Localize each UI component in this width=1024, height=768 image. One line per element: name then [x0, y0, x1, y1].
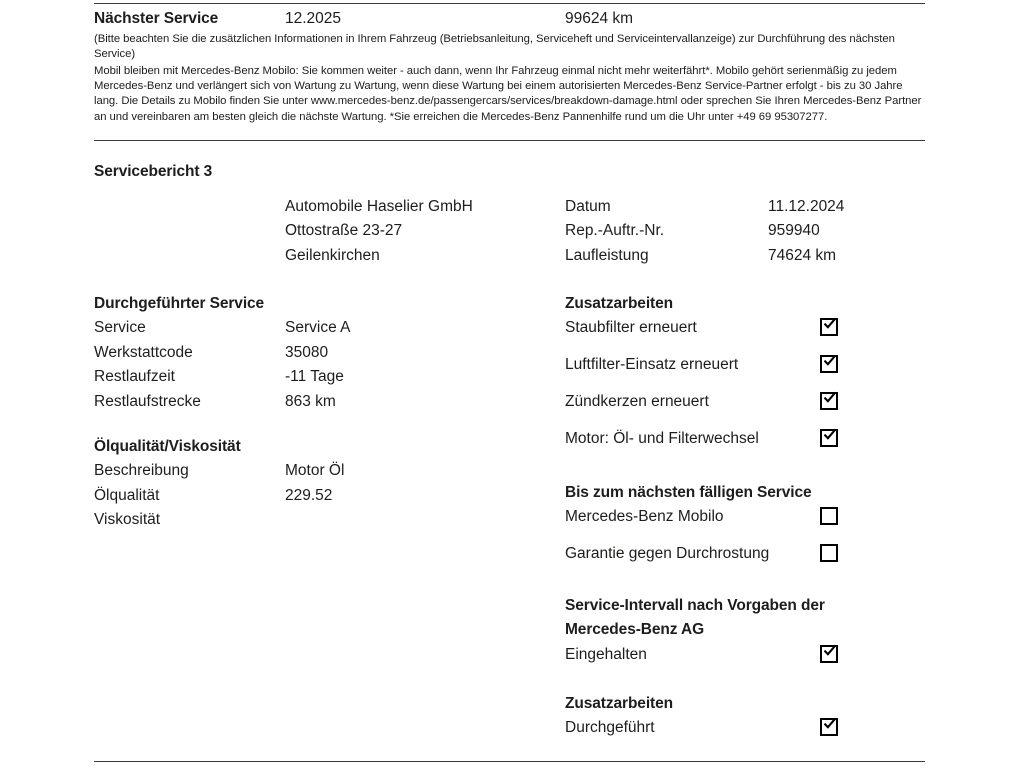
checkbox-label: Motor: Öl- und Filterwechsel: [565, 430, 759, 448]
checkbox-label: Eingehalten: [565, 645, 647, 663]
row-value: 229.52: [285, 486, 333, 504]
additional-work-done-block: [565, 692, 925, 741]
until-next-service-heading: Bis zum nächsten fälligen Service: [565, 484, 812, 501]
performed-service-row: [94, 341, 534, 365]
check-icon: [823, 643, 837, 657]
oil-row: [94, 459, 534, 483]
checkbox-label: Durchgeführt: [565, 719, 655, 737]
additional-work-block: [565, 292, 925, 464]
row-key: Ölqualität: [94, 486, 160, 504]
until-next-service-item[interactable]: [565, 505, 925, 542]
oil-row: [94, 508, 534, 532]
row-key: Restlaufzeit: [94, 368, 175, 386]
service-interval-heading-line2: Mercedes-Benz AG: [565, 621, 705, 639]
oil-row: [94, 484, 534, 508]
meta-value: 74624 km: [768, 246, 837, 264]
row-key: Service: [94, 319, 146, 337]
performed-service-row: [94, 365, 534, 389]
meta-row: [565, 195, 925, 219]
row-value: 35080: [285, 343, 329, 361]
checkbox-zuendkerzen-erneuert[interactable]: [820, 392, 838, 410]
next-service-date: 12.2025: [285, 10, 342, 27]
row-key: Werkstattcode: [94, 343, 193, 361]
divider-top: [94, 3, 925, 4]
check-icon: [823, 427, 837, 441]
additional-work-item[interactable]: [565, 353, 925, 390]
checkbox-garantie-gegen-durchrostung[interactable]: [820, 544, 838, 562]
check-icon: [823, 716, 837, 730]
check-icon: [823, 353, 837, 367]
meta-key: Datum: [565, 198, 611, 215]
check-icon: [823, 390, 837, 404]
row-key: Beschreibung: [94, 462, 189, 480]
next-service-row: [94, 10, 934, 32]
row-value: Motor Öl: [285, 462, 345, 480]
checkbox-label: Zündkerzen erneuert: [565, 393, 709, 411]
performed-service-row: [94, 316, 534, 340]
divider-bottom: [94, 761, 925, 762]
checkbox-mercedes-benz-mobilo[interactable]: [820, 507, 838, 525]
divider-middle: [94, 140, 925, 141]
row-key: Restlaufstrecke: [94, 392, 201, 410]
performed-service-heading: Durchgeführter Service: [94, 295, 265, 312]
checkbox-label: Garantie gegen Durchrostung: [565, 545, 770, 563]
vehicle-info-note: (Bitte beachten Sie die zusätzlichen Informationen in Ihrem Fahrzeug (Betriebsanleitung, Serviceheft und Serviceintervallanzeige) zur Durchführung des nächsten Service): [94, 33, 895, 61]
service-interval-block: [565, 594, 925, 667]
meta-row: [565, 244, 925, 268]
additional-work-item[interactable]: [565, 390, 925, 427]
additional-work-heading: Zusatzarbeiten: [565, 295, 673, 312]
dealer-city: Geilenkirchen: [285, 246, 380, 264]
service-interval-heading-line1: Service-Intervall nach Vorgaben der: [565, 597, 825, 614]
meta-key: Rep.-Auftr.-Nr.: [565, 222, 665, 240]
row-value: 863 km: [285, 392, 336, 410]
row-value: Service A: [285, 319, 351, 337]
until-next-service-item[interactable]: [565, 542, 925, 579]
service-interval-item[interactable]: [565, 643, 925, 667]
until-next-service-block: [565, 481, 925, 579]
additional-work-item[interactable]: [565, 427, 925, 464]
next-service-distance: 99624 km: [565, 10, 634, 27]
meta-value: 959940: [768, 222, 820, 240]
oil-quality-heading: Ölqualität/Viskosität: [94, 438, 241, 455]
performed-service-block: [94, 292, 534, 414]
next-service-label: Nächster Service: [94, 10, 219, 27]
dealer-street: Ottostraße 23-27: [285, 222, 403, 240]
checkbox-durchgefuehrt[interactable]: [820, 718, 838, 736]
additional-work-done-item[interactable]: [565, 716, 925, 740]
performed-service-row: [94, 390, 534, 414]
report-title: Servicebericht 3: [94, 163, 213, 180]
checkbox-label: Staubfilter erneuert: [565, 319, 697, 337]
meta-value: 11.12.2024: [768, 198, 845, 215]
checkbox-eingehalten[interactable]: [820, 645, 838, 663]
checkbox-luftfilter-einsatz-erneuert[interactable]: [820, 355, 838, 373]
service-interval-heading: [565, 594, 895, 643]
mobilo-note: Mobil bleiben mit Mercedes-Benz Mobilo: Sie kommen weiter - auch dann, wenn Ihr Fahrzeug einmal nicht mehr weiterfährt*. Mobilo gehört serienmäßig zu jedem Mercedes-Benz und verlängert sich von Wartung zu Wartung, wenn diese Wartung bei einem autorisierten Mercedes-Benz Service-Partner erfolgt - bis zu 30 Jahre lang. Die Details zu Mobilo finden Sie unter www.mercedes-benz.de/passengercars/services/breakdown-damage.html oder sprechen Sie Ihren Mercedes-Benz Partner an und vereinbaren am besten gleich die nächste Wartung. *Sie erreichen die Mercedes-Benz Pannenhilfe rund um die Uhr unter +49 69 95307277.: [94, 65, 922, 123]
row-key: Viskosität: [94, 511, 161, 529]
report-meta-block: [565, 195, 925, 268]
dealer-address: [285, 195, 473, 268]
checkbox-label: Luftfilter-Einsatz erneuert: [565, 356, 739, 374]
additional-work-item[interactable]: [565, 316, 925, 353]
checkbox-staubfilter-erneuert[interactable]: [820, 318, 838, 336]
additional-work-done-heading: Zusatzarbeiten: [565, 695, 673, 712]
check-icon: [823, 316, 837, 330]
oil-quality-block: [94, 435, 534, 533]
meta-row: [565, 219, 925, 243]
dealer-name: Automobile Haselier GmbH: [285, 198, 473, 215]
checkbox-label: Mercedes-Benz Mobilo: [565, 508, 724, 526]
meta-key: Laufleistung: [565, 246, 649, 264]
row-value: -11 Tage: [285, 368, 344, 386]
checkbox-motor-oel-und-filterwechsel[interactable]: [820, 429, 838, 447]
